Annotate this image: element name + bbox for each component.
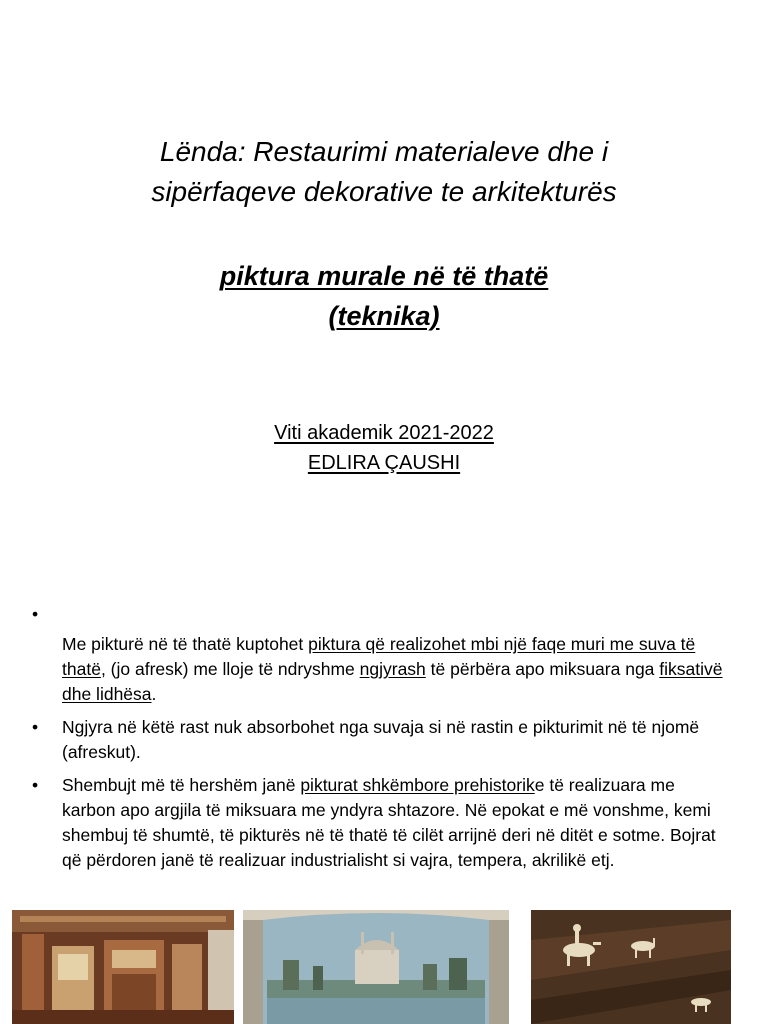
bullet-item-1: Me pikturë në të thatë kuptohet piktura që realizohet mbi një faqe muri me suva të thatë, (jo afresk) me lloje të ndryshme ngjyrash të përbëra apo miksuara nga fiksativë dhe lidhësa. (62, 634, 723, 704)
link-dry-wall-painting[interactable]: piktura që realizohet mbi një faqe muri me suva të thatë (62, 634, 696, 679)
bullet-list (30, 602, 730, 881)
subtitle-line-1: piktura murale në të thatë (219, 261, 549, 291)
link-colors[interactable]: ngjyrash (359, 659, 426, 679)
link-prehistoric-rock-paintings[interactable]: pikturat shkëmbore prehistorik (300, 775, 535, 795)
author-name: EDLIRA ÇAUSHI (307, 452, 461, 474)
photo-ornate-interior (12, 910, 234, 1024)
subtitle-line-2: (teknika) (328, 301, 440, 331)
interior-room-image (12, 910, 234, 1024)
bullet-empty (30, 602, 730, 627)
bullet-item-2: • Ngjyra në këtë rast nuk absorbohet nga suvaja si në rastin e pikturimit në të njomë (afreskut). (32, 717, 700, 762)
rock-art-image (531, 910, 731, 1024)
mural-image (243, 910, 509, 1024)
bullet-dot: • (32, 717, 39, 737)
title-line-2: sipërfaqeve dekorative te arkitekturës (151, 176, 617, 207)
photo-rock-painting (531, 910, 731, 1024)
photo-wall-mural (243, 910, 509, 1024)
bullet-dot: • (32, 775, 39, 795)
link-fixatives-binders[interactable]: fiksativë dhe lidhësa (62, 659, 723, 704)
bullet-item-3: • Shembujt më të hershëm janë pikturat shkëmbore prehistorike të realizuara me karbon apo argjila të miksuara me yndyra shtazore. Në epokat e më vonshme, kemi shembuj të shumtë, të pikturës në të thatë të cilët arrijnë deri në ditët e sotme. Bojrat që përdoren janë të realizuar industrialisht si vajra, tempera, akrilikë etj. (32, 775, 716, 870)
slide-title (0, 132, 768, 212)
slide-subtitle (0, 256, 768, 336)
title-line-1: Lënda: Restaurimi materialeve dhe i (159, 136, 609, 167)
academic-year: Viti akademik 2021-2022 (274, 422, 494, 444)
slide-meta (0, 418, 768, 478)
bullet-dot: • (32, 604, 39, 624)
